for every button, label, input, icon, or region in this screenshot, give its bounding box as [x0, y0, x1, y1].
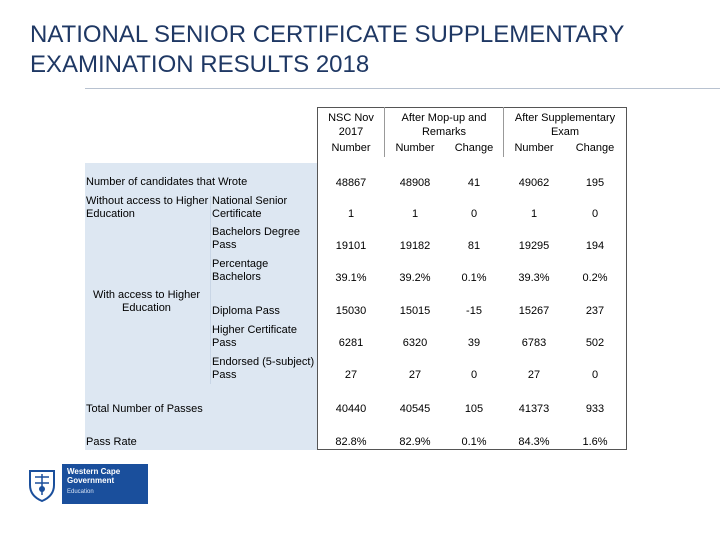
cell-bachelors-supp: 19295: [518, 240, 550, 252]
label-percentage-line2: Bachelors: [212, 271, 261, 283]
label-bachelors-line1: Bachelors Degree: [212, 226, 301, 238]
logo-line-2: Government: [67, 476, 115, 485]
cell-hc-nsc: 6281: [338, 337, 364, 349]
label-endorsed-line1: Endorsed (5-subject): [212, 356, 315, 368]
cell-wrote-mopup-change: 41: [467, 177, 481, 189]
label-higher-cert-line1: Higher Certificate: [212, 324, 297, 336]
label-percentage-line1: Percentage: [212, 258, 269, 270]
cell-total-nsc: 40440: [335, 403, 367, 415]
header-supp-line2: Exam: [550, 126, 580, 138]
cell-endorsed-mopup-change: 0: [470, 369, 478, 381]
cell-wrote-supp: 49062: [518, 177, 550, 189]
header-mopup-number: Number: [395, 142, 435, 154]
label-without-access-line2: Education: [86, 208, 135, 220]
header-nsc-number: Number: [331, 142, 371, 154]
label-wrote: Number of candidates that Wrote: [86, 176, 248, 188]
header-nsc-line1: NSC Nov: [328, 112, 374, 124]
label-column-divider: [210, 196, 211, 384]
cell-bachelors-mopup: 19182: [399, 240, 431, 252]
label-diploma: Diploma Pass: [212, 305, 280, 317]
header-supp-number: Number: [514, 142, 554, 154]
title-line-1: NATIONAL SENIOR CERTIFICATE SUPPLEMENTARY: [30, 21, 625, 48]
label-higher-cert-line2: Pass: [212, 337, 237, 349]
cell-endorsed-supp-change: 0: [591, 369, 599, 381]
label-nsc-line2: Certificate: [212, 208, 262, 220]
cell-pct-supp: 39.3%: [518, 272, 550, 284]
label-bachelors-line2: Pass: [212, 239, 237, 251]
cell-pct-mopup: 39.2%: [399, 272, 431, 284]
page-title: [30, 20, 710, 80]
cell-rate-supp-change: 1.6%: [582, 436, 608, 448]
cell-nsc-mopup-change: 0: [470, 208, 478, 220]
cell-total-mopup-change: 105: [464, 403, 484, 415]
cell-hc-mopup: 6320: [402, 337, 428, 349]
cell-diploma-mopup: 15015: [399, 305, 431, 317]
western-cape-logo: [22, 464, 148, 504]
cell-endorsed-nsc: 27: [344, 369, 358, 381]
cell-nsc-mopup: 1: [411, 208, 419, 220]
label-with-access-line2: Education: [122, 302, 171, 314]
title-line-2: EXAMINATION RESULTS 2018: [30, 51, 370, 78]
label-total-passes: Total Number of Passes: [86, 403, 203, 415]
cell-rate-mopup-change: 0.1%: [461, 436, 487, 448]
title-divider: [85, 88, 720, 89]
header-mopup-line1: After Mop-up and: [401, 112, 487, 124]
coat-of-arms-icon: [22, 464, 62, 504]
cell-hc-mopup-change: 39: [467, 337, 481, 349]
cell-diploma-nsc: 15030: [335, 305, 367, 317]
cell-bachelors-nsc: 19101: [335, 240, 367, 252]
header-nsc-line2: 2017: [338, 126, 364, 138]
cell-pct-supp-change: 0.2%: [582, 272, 608, 284]
cell-wrote-mopup: 48908: [399, 177, 431, 189]
cell-diploma-supp: 15267: [518, 305, 550, 317]
cell-rate-nsc: 82.8%: [335, 436, 367, 448]
cell-endorsed-mopup: 27: [408, 369, 422, 381]
cell-rate-mopup: 82.9%: [399, 436, 431, 448]
cell-hc-supp-change: 502: [585, 337, 605, 349]
label-endorsed-line2: Pass: [212, 369, 237, 381]
label-pass-rate: Pass Rate: [86, 436, 137, 448]
header-mopup-change: Change: [454, 142, 494, 154]
logo-line-1: Western Cape: [67, 467, 121, 476]
cell-pct-mopup-change: 0.1%: [461, 272, 487, 284]
logo-text-box: [62, 464, 148, 504]
cell-wrote-supp-change: 195: [585, 177, 605, 189]
cell-diploma-supp-change: 237: [585, 305, 605, 317]
cell-rate-supp: 84.3%: [518, 436, 550, 448]
header-supp-line1: After Supplementary: [514, 112, 616, 124]
cell-hc-supp: 6783: [521, 337, 547, 349]
label-without-access-line1: Without access to Higher: [86, 195, 209, 207]
cell-nsc-supp-change: 0: [591, 208, 599, 220]
cell-pct-nsc: 39.1%: [335, 272, 367, 284]
cell-endorsed-supp: 27: [527, 369, 541, 381]
cell-nsc-nsc: 1: [347, 208, 355, 220]
cell-bachelors-supp-change: 194: [585, 240, 605, 252]
cell-diploma-mopup-change: -15: [466, 305, 482, 317]
cell-total-supp-change: 933: [585, 403, 605, 415]
header-mopup-line2: Remarks: [421, 126, 466, 138]
label-nsc-line1: National Senior: [212, 195, 288, 207]
cell-wrote-nsc: 48867: [335, 177, 367, 189]
logo-line-3: Education: [67, 489, 94, 495]
cell-bachelors-mopup-change: 81: [467, 240, 481, 252]
header-supp-change: Change: [575, 142, 615, 154]
label-with-access-line1: With access to Higher: [93, 289, 200, 301]
cell-total-mopup: 40545: [399, 403, 431, 415]
cell-total-supp: 41373: [518, 403, 550, 415]
cell-nsc-supp: 1: [530, 208, 538, 220]
